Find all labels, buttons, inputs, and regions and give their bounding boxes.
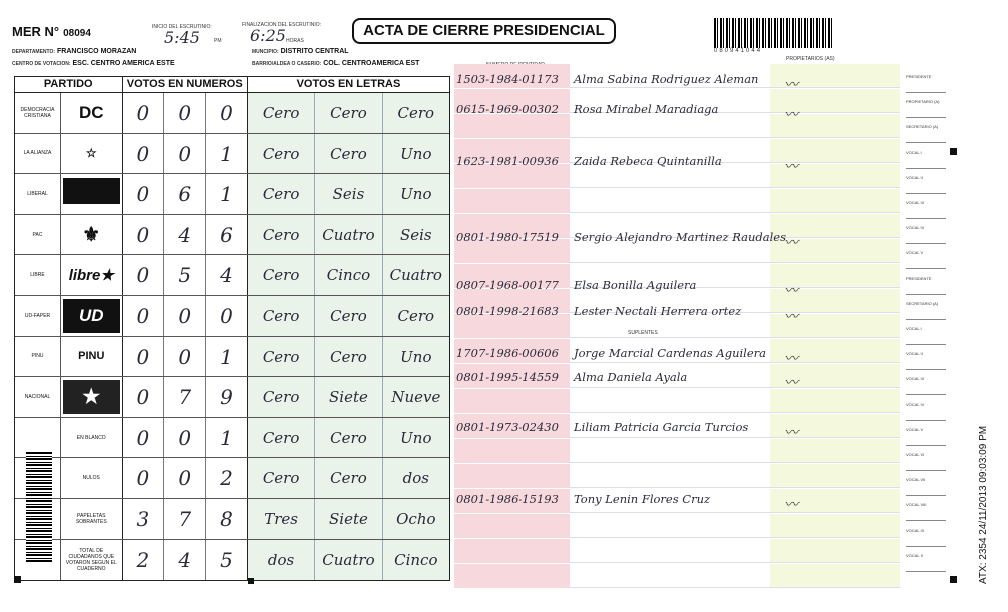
party-row <box>15 134 449 175</box>
member-name: Tony Lenin Flores Cruz <box>574 492 711 506</box>
signature-field <box>770 564 900 588</box>
votes-numbers <box>123 296 248 336</box>
letter-cell: Cero <box>248 296 315 336</box>
role-line <box>906 445 946 446</box>
letter-cell: Nueve <box>391 388 441 407</box>
party-cell <box>15 174 123 214</box>
digit-cell: 0 <box>123 255 165 295</box>
member-signature: 〰 <box>784 107 798 123</box>
member-id: 0801-1980-17519 <box>456 230 559 244</box>
party-name: LIBERAL <box>15 174 61 214</box>
party-cell <box>15 134 123 174</box>
member-id: 0807-1968-00177 <box>456 278 559 292</box>
party-logo: DC <box>78 102 104 122</box>
departamento-row <box>12 48 136 55</box>
letter-cell: Cero <box>248 458 315 498</box>
votes-letters <box>248 540 449 581</box>
votes-numbers <box>123 337 248 377</box>
digit-cell: 5 <box>164 255 206 295</box>
fin-label: FINALIZACION DEL ESCRUTINIO: <box>242 22 321 28</box>
letter-cell: Cuatro <box>315 540 382 581</box>
mer-label: MER N° <box>12 24 60 39</box>
letter-cell: Cero <box>315 337 382 377</box>
fin-value: 6:25 <box>250 26 286 45</box>
name-field-line <box>570 189 770 213</box>
role-label: VOCAL II <box>906 174 923 180</box>
digit-cell: 0 <box>164 337 206 377</box>
digit-cell: 9 <box>220 385 233 410</box>
votes-numbers <box>123 458 248 498</box>
table-header <box>15 77 449 93</box>
registration-mark <box>14 576 21 583</box>
digit-cell: 4 <box>164 540 206 581</box>
members-panel <box>454 64 900 588</box>
name-field-line <box>570 464 770 488</box>
role-label: VOCAL IX <box>906 527 925 533</box>
col-numeros: VOTOS EN NUMEROS <box>123 77 248 92</box>
party-name: LIBRE <box>15 255 61 295</box>
letter-cell: Cero <box>315 134 382 174</box>
member-entry <box>456 370 896 392</box>
signature-field <box>770 539 900 563</box>
member-signature: 〰 <box>784 235 798 251</box>
party-logo: UD <box>63 299 120 333</box>
digit-cell: 0 <box>123 337 165 377</box>
timestamp-stamp: ATX: 2354 24/11/2013 09:03:09 PM <box>978 425 989 584</box>
name-field-line <box>570 539 770 563</box>
party-logo: ☆ <box>85 146 97 161</box>
party-logo: PINU <box>78 350 105 363</box>
role-line <box>906 344 946 345</box>
digit-cell: 0 <box>123 458 165 498</box>
party-row <box>15 377 449 418</box>
letter-cell: Seis <box>399 225 432 244</box>
letter-cell: Cuatro <box>389 266 442 285</box>
digit-cell: 0 <box>123 215 165 255</box>
letter-cell: Cero <box>397 306 435 325</box>
party-row <box>15 255 449 296</box>
member-entry <box>456 72 896 94</box>
party-name: PINU <box>15 337 61 377</box>
role-label: VOCAL IV <box>906 225 925 231</box>
party-name: PAC <box>15 215 61 255</box>
digit-cell: 4 <box>164 215 206 255</box>
votes-numbers <box>123 499 248 539</box>
role-line <box>906 495 946 496</box>
role-label: VOCAL I <box>906 149 922 155</box>
barcode-text: 080941044 <box>714 48 763 54</box>
digit-cell: 0 <box>123 418 165 458</box>
member-name: Alma Daniela Ayala <box>574 370 688 384</box>
digit-cell: 0 <box>164 458 206 498</box>
role-line <box>906 369 946 370</box>
party-row <box>15 337 449 378</box>
votes-numbers <box>123 418 248 458</box>
votes-numbers <box>123 377 248 417</box>
inicio-value: 5:45 <box>164 28 200 47</box>
col-partido: PARTIDO <box>15 77 123 92</box>
letter-cell: Cero <box>315 296 382 336</box>
letter-cell: Cero <box>315 458 382 498</box>
role-line <box>906 142 946 143</box>
letter-cell: Siete <box>315 499 382 539</box>
role-line <box>906 218 946 219</box>
name-field-line <box>570 514 770 538</box>
member-signature: 〰 <box>784 159 798 175</box>
role-line <box>906 268 946 269</box>
letter-cell: Cero <box>248 215 315 255</box>
summary-label: NULOS <box>82 475 100 482</box>
letter-cell: Cero <box>315 93 382 133</box>
letter-cell: Cero <box>248 255 315 295</box>
votes-numbers <box>123 540 248 581</box>
letter-cell: Uno <box>400 347 432 366</box>
role-label: VOCAL IV <box>906 401 925 407</box>
id-field-stripe <box>454 389 570 413</box>
col-letras: VOTOS EN LETRAS <box>296 78 401 90</box>
member-name: Jorge Marcial Cardenas Aguilera <box>574 346 767 360</box>
party-row <box>15 296 449 337</box>
letter-cell: Cero <box>315 418 382 458</box>
party-name: LA ALIANZA <box>15 134 61 174</box>
role-label: VOCAL I <box>906 326 922 331</box>
member-signature: 〰 <box>784 283 798 299</box>
role-line <box>906 394 946 395</box>
member-name: Rosa Mirabel Maradiaga <box>574 102 719 116</box>
summary-row <box>15 458 449 499</box>
letter-cell: Cero <box>397 104 435 122</box>
digit-cell: 5 <box>220 547 233 572</box>
inicio-ampm: PM <box>214 38 222 44</box>
letter-cell: Cero <box>248 93 315 133</box>
party-cell <box>15 255 123 295</box>
party-logo <box>63 178 120 204</box>
party-cell <box>15 215 123 255</box>
inicio-label: INICIO DEL ESCRUTINIO: <box>152 24 212 30</box>
digit-cell: 3 <box>123 499 165 539</box>
party-logo: ⚜ <box>82 224 101 247</box>
document-title: ACTA DE CIERRE PRESIDENCIAL <box>352 18 616 44</box>
member-entry <box>456 102 896 124</box>
signature-field <box>770 514 900 538</box>
party-row <box>15 215 449 256</box>
departamento-value: FRANCISCO MORAZAN <box>57 48 137 55</box>
digit-cell: 0 <box>220 303 233 328</box>
role-line <box>906 420 946 421</box>
role-label: VOCAL V <box>906 250 924 256</box>
member-id: 1707-1986-00606 <box>456 346 559 360</box>
propietarios-label: PROPIETARIOS (AS) <box>786 56 835 62</box>
digit-cell: 0 <box>164 296 206 336</box>
votes-numbers <box>123 215 248 255</box>
role-line <box>906 520 946 521</box>
role-line <box>906 193 946 194</box>
name-field-line <box>570 439 770 463</box>
party-cell <box>15 337 123 377</box>
digit-cell: 8 <box>220 506 233 531</box>
municipio-label: MUNCIPIO: <box>252 49 279 55</box>
letter-cell: Ocho <box>396 509 436 528</box>
role-line <box>906 243 946 244</box>
votes-letters <box>248 93 449 133</box>
member-entry <box>456 346 896 368</box>
letter-cell: Cinco <box>394 550 438 569</box>
role-line <box>906 92 946 93</box>
member-entry <box>456 278 896 300</box>
mer-number <box>12 24 91 39</box>
letter-cell: Uno <box>400 185 432 204</box>
digit-cell: 0 <box>123 377 165 417</box>
votes-letters <box>248 134 449 174</box>
member-signature: 〰 <box>784 77 798 93</box>
role-label: VOCAL VIII <box>906 502 927 508</box>
member-entry <box>456 492 896 514</box>
member-signature: 〰 <box>784 309 798 325</box>
party-cell <box>15 377 123 417</box>
role-label: VOCAL V <box>906 426 924 432</box>
member-id: 0615-1969-00302 <box>456 102 559 116</box>
id-field-stripe <box>454 189 570 213</box>
centro-label: CENTRO DE VOTACION: <box>12 61 71 67</box>
letter-cell: dos <box>402 469 429 488</box>
letter-cell: Tres <box>248 499 315 539</box>
signature-field <box>770 464 900 488</box>
member-id: 0801-1973-02430 <box>456 420 559 434</box>
role-line <box>906 117 946 118</box>
letter-cell: Cero <box>248 377 315 417</box>
votes-letters <box>248 255 449 295</box>
role-line <box>906 168 946 169</box>
summary-row <box>15 540 449 581</box>
name-field-line <box>570 389 770 413</box>
member-id: 0801-1986-15193 <box>456 492 559 506</box>
role-line <box>906 571 946 572</box>
id-field-stripe <box>454 564 570 588</box>
digit-cell: 0 <box>123 134 165 174</box>
registration-mark <box>950 148 957 155</box>
role-label: VOCAL III <box>906 376 924 382</box>
party-logo: ★ <box>63 380 120 414</box>
member-signature: 〰 <box>784 375 798 391</box>
votes-numbers <box>123 134 248 174</box>
barrio-label: BARRIO/ALDEA O CASERIO: <box>252 61 322 67</box>
barrio-row <box>252 60 419 67</box>
registration-mark <box>248 578 254 584</box>
votes-numbers <box>123 255 248 295</box>
member-id: 0801-1995-14559 <box>456 370 559 384</box>
fin-ampm: HORAS <box>286 38 304 44</box>
party-cell <box>15 93 123 133</box>
role-label: VOCAL X <box>906 552 924 558</box>
registration-mark <box>950 576 957 583</box>
summary-row <box>15 499 449 540</box>
votes-letters <box>248 499 449 539</box>
letter-cell: Cero <box>248 174 315 214</box>
id-field-stripe <box>454 464 570 488</box>
member-name: Zaida Rebeca Quintanilla <box>574 154 722 168</box>
municipio-row <box>252 48 349 55</box>
party-row <box>15 93 449 134</box>
digit-cell: 6 <box>164 174 206 214</box>
member-name: Elsa Bonilla Aguilera <box>574 278 697 292</box>
member-id: 1623-1981-00936 <box>456 154 559 168</box>
id-field-stripe <box>454 539 570 563</box>
role-label: VOCAL III <box>906 200 924 205</box>
letter-cell: Uno <box>400 428 432 447</box>
votes-letters <box>248 337 449 377</box>
letter-cell: Uno <box>400 144 432 163</box>
votes-letters <box>248 377 449 417</box>
letter-cell: Cero <box>248 418 315 458</box>
member-id: 1503-1984-01173 <box>456 72 559 86</box>
digit-cell: 7 <box>164 499 206 539</box>
mer-value: 08094 <box>63 28 91 39</box>
role-label: SECRETARIO (A) <box>906 300 939 306</box>
letter-cell: Cero <box>248 337 315 377</box>
votes-numbers <box>123 174 248 214</box>
role-line <box>906 546 946 547</box>
table-body <box>15 93 449 580</box>
digit-cell: 4 <box>220 263 233 288</box>
votes-numbers <box>123 93 248 133</box>
municipio-value: DISTRITO CENTRAL <box>280 48 349 55</box>
votes-letters <box>248 296 449 336</box>
id-field-stripe <box>454 439 570 463</box>
letter-cell: Cero <box>248 134 315 174</box>
role-label: SECRETARIO (A) <box>906 124 939 130</box>
vote-table <box>14 76 450 581</box>
digit-cell: 0 <box>220 101 233 125</box>
id-field-stripe <box>454 514 570 538</box>
member-signature: 〰 <box>784 425 798 441</box>
role-label: VOCAL VII <box>906 477 926 483</box>
member-entry <box>456 230 896 252</box>
vertical-barcode <box>26 452 52 562</box>
digit-cell: 1 <box>220 182 233 207</box>
digit-cell: 7 <box>164 377 206 417</box>
member-name: Lester Nectali Herrera ortez <box>574 304 742 318</box>
centro-value: ESC. CENTRO AMERICA ESTE <box>72 60 175 67</box>
summary-label: PAPELETAS SOBRANTES <box>75 512 107 525</box>
letter-cell: Seis <box>315 174 382 214</box>
member-id: 0801-1998-21683 <box>456 304 559 318</box>
signature-field <box>770 439 900 463</box>
member-entry <box>456 154 896 176</box>
barrio-value: COL. CENTROAMERICA EST <box>323 60 420 67</box>
summary-row <box>15 418 449 459</box>
role-label: VOCAL II <box>906 351 923 357</box>
party-cell <box>15 296 123 336</box>
signature-field <box>770 389 900 413</box>
digit-cell: 0 <box>164 418 206 458</box>
summary-label: EN BLANCO <box>76 434 106 441</box>
digit-cell: 1 <box>220 141 233 166</box>
letter-cell: Cuatro <box>315 215 382 255</box>
role-line <box>906 294 946 295</box>
digit-cell: 2 <box>123 540 165 581</box>
digit-cell: 0 <box>123 296 165 336</box>
role-label: PRESIDENTE <box>906 74 932 79</box>
party-row <box>15 174 449 215</box>
letter-cell: dos <box>248 540 315 581</box>
centro-row <box>12 60 175 67</box>
letter-cell: Siete <box>315 377 382 417</box>
signature-field <box>770 189 900 213</box>
role-label: VOCAL VI <box>906 452 925 457</box>
member-signature: 〰 <box>784 497 798 513</box>
member-entry <box>456 304 896 326</box>
digit-cell: 0 <box>164 134 206 174</box>
role-line <box>906 319 946 320</box>
digit-cell: 1 <box>220 344 233 369</box>
barcode-graphic <box>714 18 834 48</box>
role-line <box>906 470 946 471</box>
digit-cell: 1 <box>220 425 233 450</box>
role-label: PRESIDENTE <box>906 275 932 281</box>
member-entry <box>456 420 896 442</box>
suplentes-label: SUPLENTES <box>628 330 658 336</box>
member-name: Alma Sabina Rodriguez Aleman <box>574 72 759 86</box>
member-name: Liliam Patricia Garcia Turcios <box>574 420 749 434</box>
votes-letters <box>248 458 449 498</box>
summary-label: TOTAL DE CIUDADANOS QUE VOTARON SEGUN EL CUADERNO <box>65 547 117 572</box>
departamento-label: DEPARTAMENTO: <box>12 49 56 55</box>
digit-cell: 2 <box>220 466 233 491</box>
digit-cell: 0 <box>164 93 206 133</box>
digit-cell: 0 <box>123 93 165 133</box>
role-label: PROPIETARIO (A) <box>906 99 940 105</box>
member-name: Sergio Alejandro Martinez Raudales <box>574 230 786 244</box>
party-name: NACIONAL <box>15 377 61 417</box>
votes-letters <box>248 215 449 255</box>
digit-cell: 6 <box>220 222 233 247</box>
digit-cell: 0 <box>123 174 165 214</box>
name-field-line <box>570 564 770 588</box>
member-signature: 〰 <box>784 351 798 367</box>
votes-letters <box>248 174 449 214</box>
party-logo: libre★ <box>68 267 114 285</box>
letter-cell: Cinco <box>315 255 382 295</box>
votes-letters <box>248 418 449 458</box>
party-name: UD-FAPER <box>15 296 61 336</box>
party-name: DEMOCRACIA CRISTIANA <box>15 93 61 133</box>
